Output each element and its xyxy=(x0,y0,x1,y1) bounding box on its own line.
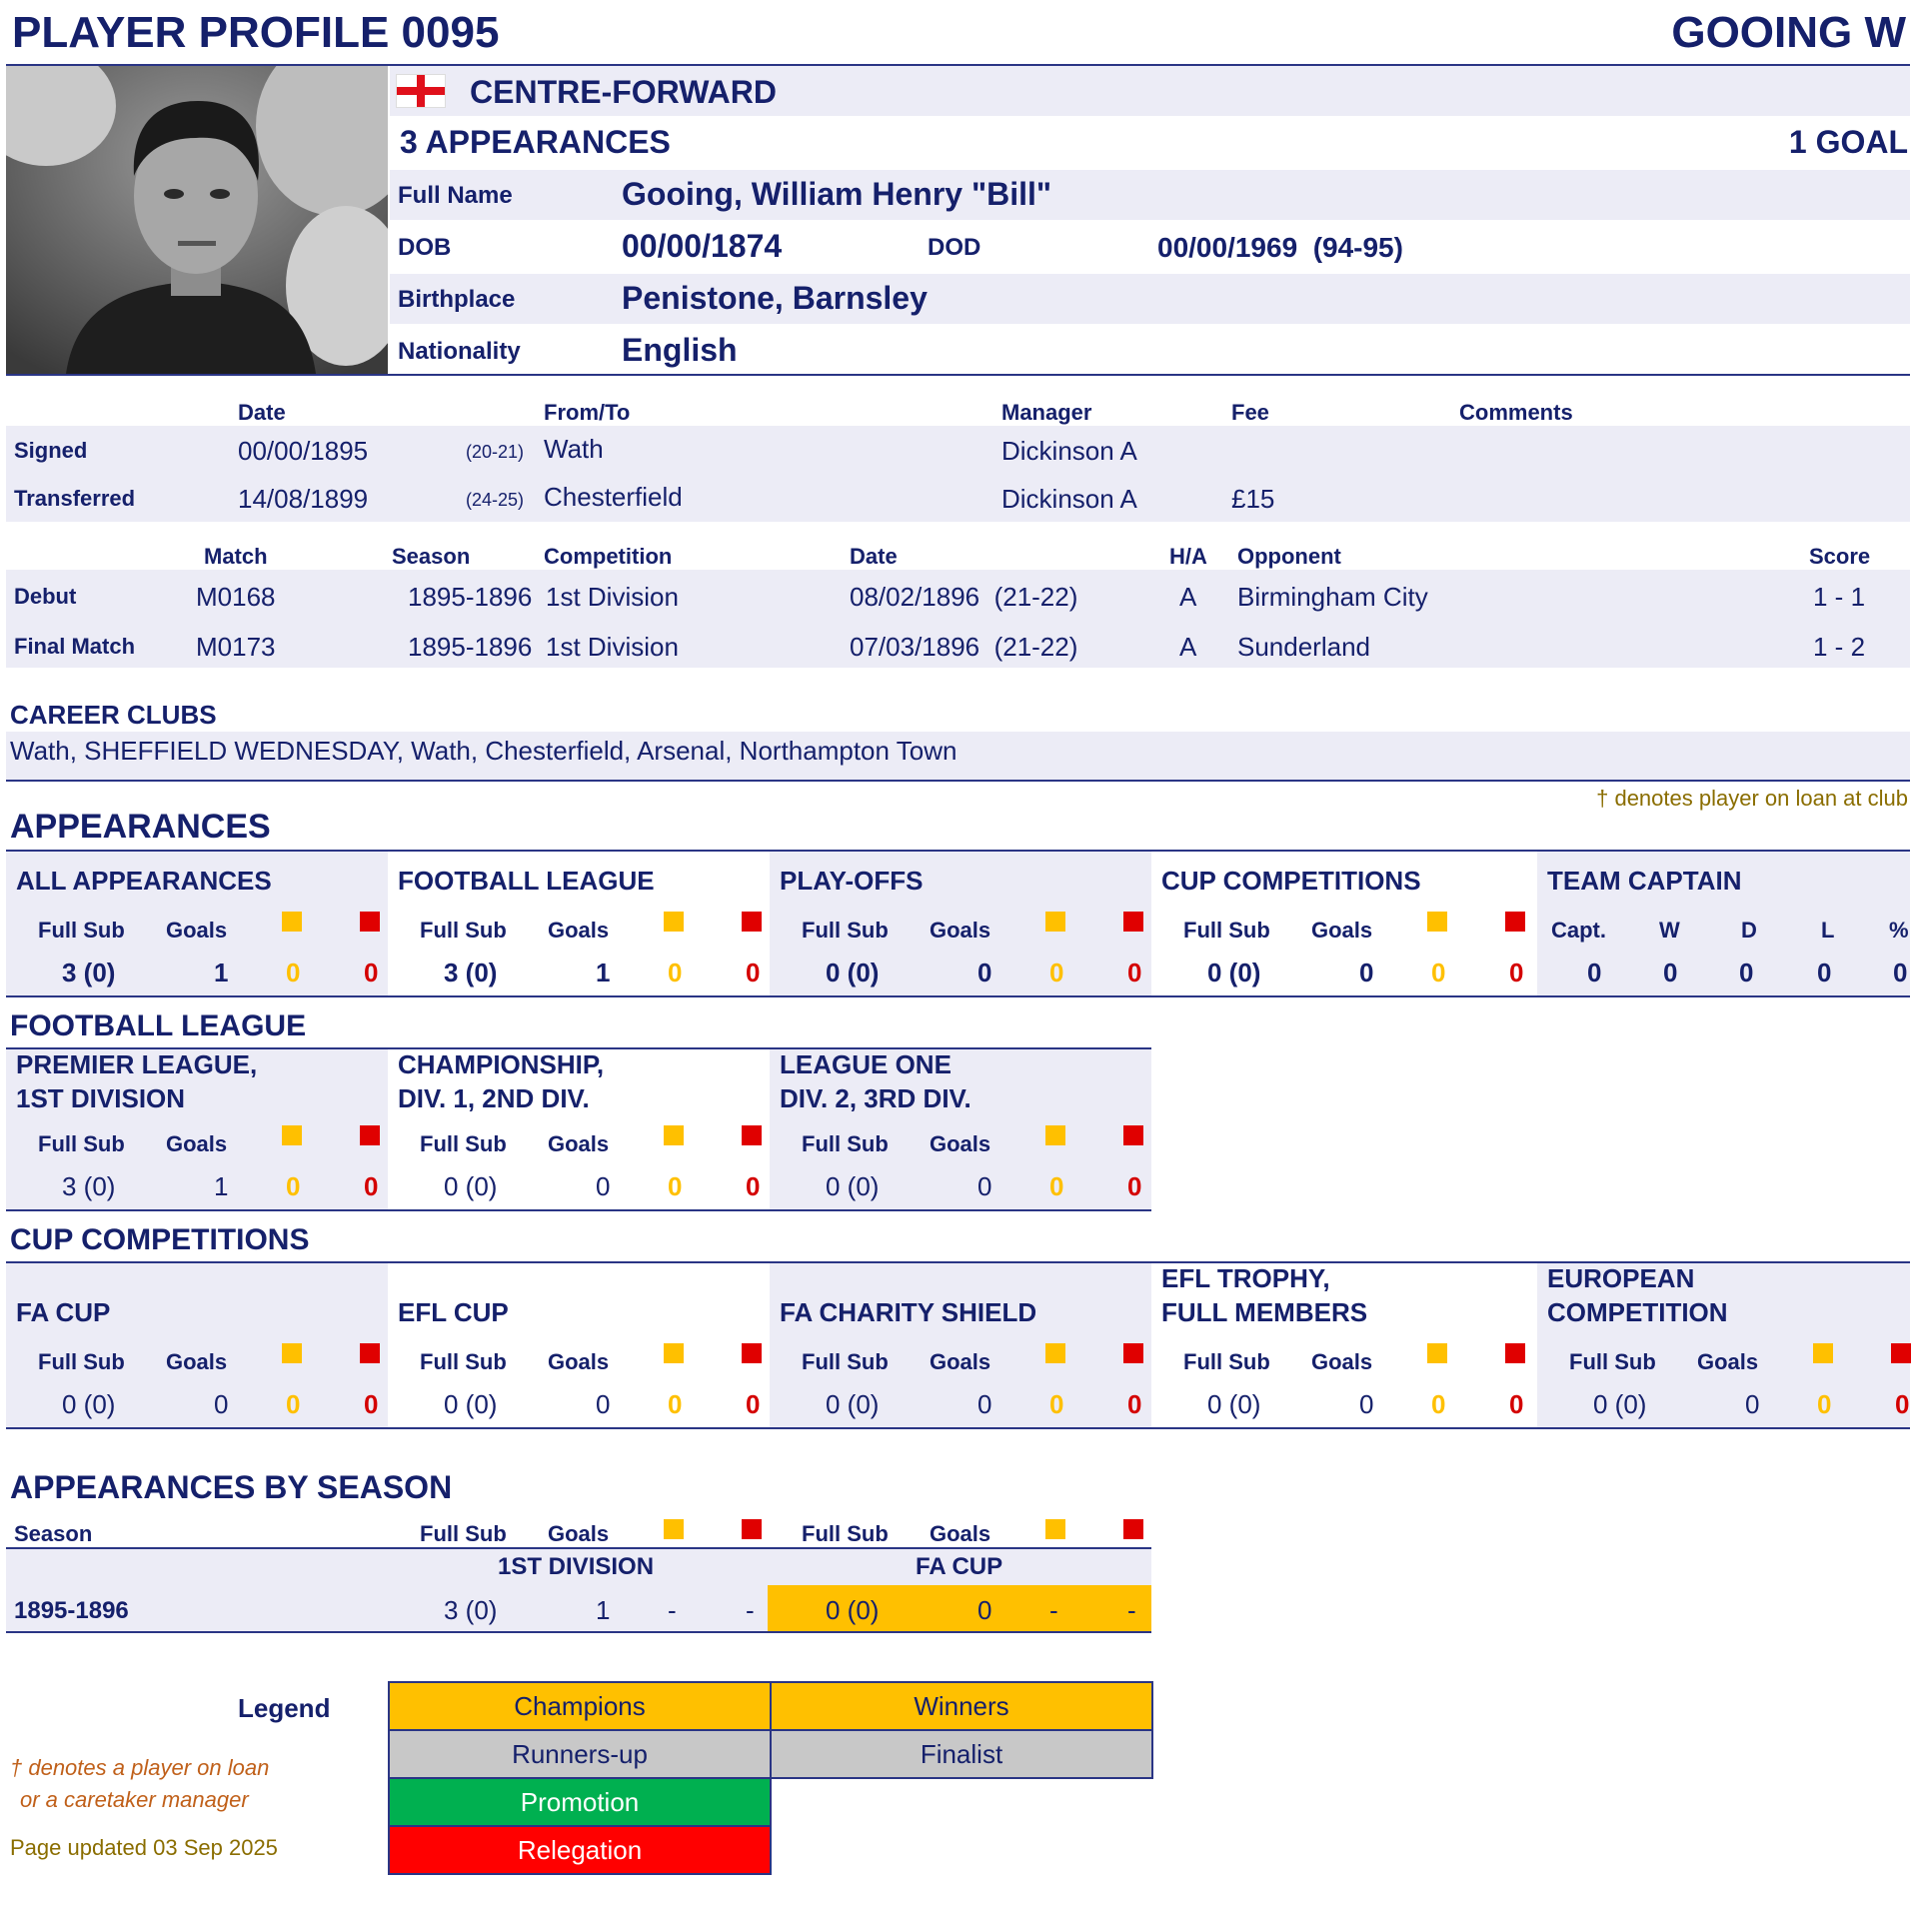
panel-goals: 0 xyxy=(214,1389,229,1419)
stat-panel xyxy=(1151,852,1533,995)
red-card-icon xyxy=(360,1125,380,1145)
transfer-fee: £15 xyxy=(1231,484,1275,514)
panel-header-goals: Goals xyxy=(166,918,228,943)
panel-title-line2: 1ST DIVISION xyxy=(16,1083,186,1113)
red-card-icon xyxy=(1891,1343,1911,1363)
transfer-type: Signed xyxy=(14,438,88,463)
panel-header-goals: Goals xyxy=(930,918,991,943)
player-short-name: GOOING W xyxy=(1671,8,1906,57)
panel-header-full-sub: Full Sub xyxy=(1183,1349,1270,1374)
panel-full-sub: 0 (0) xyxy=(1207,1389,1261,1419)
panel-title-line2: DIV. 1, 2ND DIV. xyxy=(398,1083,590,1113)
transfer-age: (20-21) xyxy=(466,442,525,462)
cup-competitions-bottom-divider xyxy=(6,1427,1910,1429)
panel-header-full-sub: Full Sub xyxy=(1569,1349,1656,1374)
birthplace-label: Birthplace xyxy=(398,286,516,313)
panel-goals: 0 xyxy=(977,1389,992,1419)
panel-red-count: 0 xyxy=(1895,1389,1910,1419)
panel-full-sub: 0 (0) xyxy=(1207,958,1261,987)
season-label: 1895-1896 xyxy=(14,1597,129,1624)
panel-yellow-count: 0 xyxy=(286,1171,301,1201)
matches-header-competition: Competition xyxy=(544,544,673,569)
yellow-card-icon xyxy=(1045,1125,1065,1145)
panel-title-line1: CHAMPIONSHIP, xyxy=(398,1049,605,1079)
match-season: 1895-1896 xyxy=(408,582,533,612)
panel-full-sub: 3 (0) xyxy=(62,958,116,987)
transfers-header-date: Date xyxy=(238,400,286,425)
captain-value-capt: 0 xyxy=(1587,958,1602,987)
match-ha: A xyxy=(1179,582,1197,612)
matches-header-match: Match xyxy=(204,544,268,569)
team-captain-title: TEAM CAPTAIN xyxy=(1547,866,1742,896)
panel-red-count: 0 xyxy=(746,1389,761,1419)
panel-full-sub: 0 (0) xyxy=(826,1389,880,1419)
football-league-bottom-divider xyxy=(6,1209,1151,1211)
match-opponent: Sunderland xyxy=(1237,632,1370,662)
stat-panel xyxy=(770,1263,1151,1427)
panel-full-sub: 0 (0) xyxy=(444,1171,498,1201)
panel-yellow-count: 0 xyxy=(286,958,301,987)
match-score: 1 - 2 xyxy=(1813,632,1866,662)
stat-panel xyxy=(6,1263,388,1427)
red-card-icon xyxy=(742,912,762,932)
panel-goals: 0 xyxy=(1359,1389,1374,1419)
panel-header-full-sub: Full Sub xyxy=(1183,918,1270,943)
panel-goals: 0 xyxy=(596,1171,611,1201)
panel-header-goals: Goals xyxy=(548,1131,610,1156)
panel-yellow-count: 0 xyxy=(1431,958,1446,987)
transfers-header-from-to: From/To xyxy=(544,400,631,425)
nationality-label: Nationality xyxy=(398,338,521,365)
transfer-date: 14/08/1899 xyxy=(238,484,369,514)
season-c1-header-full-sub: Full Sub xyxy=(420,1521,507,1546)
panel-goals: 0 xyxy=(1359,958,1374,987)
career-clubs-list: Wath, SHEFFIELD WEDNESDAY, Wath, Chesterfield, Arsenal, Northampton Town xyxy=(10,736,958,766)
panel-red-count: 0 xyxy=(364,1389,379,1419)
career-divider xyxy=(6,780,1910,782)
stat-panel xyxy=(388,852,770,995)
captain-header-w: W xyxy=(1659,918,1680,943)
season-c2-red: - xyxy=(1127,1595,1136,1625)
panel-goals: 0 xyxy=(596,1389,611,1419)
panel-yellow-count: 0 xyxy=(1049,1171,1064,1201)
panel-full-sub: 3 (0) xyxy=(444,958,498,987)
panel-full-sub: 0 (0) xyxy=(62,1389,116,1419)
stat-panel xyxy=(1151,1263,1533,1427)
match-opponent: Birmingham City xyxy=(1237,582,1428,612)
season-c1-red: - xyxy=(746,1595,755,1625)
transfer-manager: Dickinson A xyxy=(1001,484,1137,514)
appearances-bottom-divider xyxy=(6,995,1910,997)
panel-title-line2: COMPETITION xyxy=(1547,1297,1728,1327)
panel-red-count: 0 xyxy=(364,958,379,987)
appearances-title: APPEARANCES xyxy=(10,808,271,846)
transfer-type: Transferred xyxy=(14,486,136,511)
panel-title: FOOTBALL LEAGUE xyxy=(398,866,655,896)
panel-red-count: 0 xyxy=(1127,1171,1142,1201)
loan-note: † denotes player on loan at club xyxy=(1596,786,1908,811)
transfers-header-comments: Comments xyxy=(1459,400,1573,425)
panel-goals: 1 xyxy=(214,958,229,987)
captain-header-capt: Capt. xyxy=(1551,918,1606,943)
goals-total: 1 GOAL xyxy=(1788,124,1908,160)
captain-value-pct: 0 xyxy=(1893,958,1908,987)
match-type: Final Match xyxy=(14,634,136,659)
matches-header-score: Score xyxy=(1809,544,1871,569)
legend-note-line2: or a caretaker manager xyxy=(20,1787,249,1812)
stat-panel xyxy=(770,852,1151,995)
panel-header-goals: Goals xyxy=(930,1131,991,1156)
panel-red-count: 0 xyxy=(746,1171,761,1201)
panel-title: ALL APPEARANCES xyxy=(16,866,272,896)
yellow-card-icon xyxy=(282,1343,302,1363)
captain-value-d: 0 xyxy=(1739,958,1754,987)
legend-note-line1: † denotes a player on loan xyxy=(10,1755,270,1780)
panel-yellow-count: 0 xyxy=(668,958,683,987)
yellow-card-icon xyxy=(664,1343,684,1363)
panel-full-sub: 0 (0) xyxy=(826,958,880,987)
team-captain-panel xyxy=(1537,852,1910,995)
panel-title-line2: DIV. 2, 3RD DIV. xyxy=(780,1083,971,1113)
transfer-age: (24-25) xyxy=(466,490,525,510)
captain-value-w: 0 xyxy=(1663,958,1678,987)
panel-header-goals: Goals xyxy=(1311,1349,1373,1374)
panel-header-full-sub: Full Sub xyxy=(420,918,507,943)
panel-title-line1: EUROPEAN xyxy=(1547,1263,1695,1293)
transfer-club: Wath xyxy=(544,434,604,464)
panel-yellow-count: 0 xyxy=(286,1389,301,1419)
panel-goals: 0 xyxy=(977,958,992,987)
transfers-header-manager: Manager xyxy=(1001,400,1092,425)
panel-header-full-sub: Full Sub xyxy=(802,1131,889,1156)
season-comp2-title: FA CUP xyxy=(916,1553,1003,1580)
yellow-card-icon xyxy=(664,1125,684,1145)
panel-full-sub: 0 (0) xyxy=(444,1389,498,1419)
match-type: Debut xyxy=(14,584,77,609)
panel-red-count: 0 xyxy=(1127,958,1142,987)
match-id: M0168 xyxy=(196,582,276,612)
stat-panel xyxy=(6,1049,388,1209)
yellow-card-icon xyxy=(664,912,684,932)
dob-value: 00/00/1874 xyxy=(622,228,783,264)
player-photo xyxy=(6,66,388,374)
yellow-card-icon xyxy=(282,912,302,932)
red-card-icon xyxy=(360,1343,380,1363)
panel-red-count: 0 xyxy=(1127,1389,1142,1419)
panel-header-full-sub: Full Sub xyxy=(420,1131,507,1156)
panel-goals: 1 xyxy=(214,1171,229,1201)
red-card-icon xyxy=(742,1519,762,1539)
yellow-card-icon xyxy=(664,1519,684,1539)
panel-goals: 1 xyxy=(596,958,611,987)
legend-title: Legend xyxy=(238,1693,331,1723)
panel-header-goals: Goals xyxy=(548,1349,610,1374)
yellow-card-icon xyxy=(282,1125,302,1145)
matches-header-ha: H/A xyxy=(1169,544,1207,569)
match-score: 1 - 1 xyxy=(1813,582,1866,612)
dod-value: 00/00/1969 (94-95) xyxy=(1157,232,1403,263)
panel-header-full-sub: Full Sub xyxy=(38,1131,125,1156)
panel-yellow-count: 0 xyxy=(1049,1389,1064,1419)
panel-full-sub: 3 (0) xyxy=(62,1171,116,1201)
season-c1-goals: 1 xyxy=(596,1595,611,1625)
captain-value-l: 0 xyxy=(1817,958,1832,987)
season-c2-header-full-sub: Full Sub xyxy=(802,1521,889,1546)
match-competition: 1st Division xyxy=(546,582,679,612)
yellow-card-icon xyxy=(1045,1519,1065,1539)
panel-red-count: 0 xyxy=(1509,958,1524,987)
nationality-value: English xyxy=(622,332,738,368)
red-card-icon xyxy=(1505,1343,1525,1363)
player-position: CENTRE-FORWARD xyxy=(470,74,777,110)
cup-competitions-title: CUP COMPETITIONS xyxy=(10,1223,310,1256)
panel-header-goals: Goals xyxy=(548,918,610,943)
red-card-icon xyxy=(1123,1519,1143,1539)
panel-full-sub: 0 (0) xyxy=(1593,1389,1647,1419)
panel-header-goals: Goals xyxy=(166,1349,228,1374)
panel-title-line1: EFL TROPHY, xyxy=(1161,1263,1330,1293)
yellow-card-icon xyxy=(1427,912,1447,932)
panel-red-count: 0 xyxy=(364,1171,379,1201)
season-c1-yellow: - xyxy=(668,1595,677,1625)
red-card-icon xyxy=(1123,912,1143,932)
panel-header-goals: Goals xyxy=(930,1349,991,1374)
match-ha: A xyxy=(1179,632,1197,662)
stat-panel xyxy=(388,1263,770,1427)
panel-goals: 0 xyxy=(977,1171,992,1201)
transfer-manager: Dickinson A xyxy=(1001,436,1137,466)
profile-divider xyxy=(6,374,1910,376)
season-c2-full-sub: 0 (0) xyxy=(826,1595,880,1625)
season-c1-full-sub: 3 (0) xyxy=(444,1595,498,1625)
season-header: Season xyxy=(14,1521,93,1546)
panel-yellow-count: 0 xyxy=(668,1171,683,1201)
panel-header-goals: Goals xyxy=(1697,1349,1759,1374)
panel-goals: 0 xyxy=(1745,1389,1760,1419)
red-card-icon xyxy=(1123,1125,1143,1145)
panel-header-goals: Goals xyxy=(166,1131,228,1156)
dob-label: DOB xyxy=(398,234,452,261)
panel-header-goals: Goals xyxy=(1311,918,1373,943)
match-date: 08/02/1896 (21-22) xyxy=(850,582,1078,612)
full-name-row xyxy=(390,170,1910,220)
panel-yellow-count: 0 xyxy=(1817,1389,1832,1419)
england-flag-icon xyxy=(396,74,446,108)
red-card-icon xyxy=(1505,912,1525,932)
captain-header-d: D xyxy=(1741,918,1757,943)
red-card-icon xyxy=(742,1343,762,1363)
football-league-title: FOOTBALL LEAGUE xyxy=(10,1009,307,1042)
legend-relegation: Relegation xyxy=(388,1825,772,1875)
yellow-card-icon xyxy=(1045,912,1065,932)
season-c1-header-goals: Goals xyxy=(548,1521,610,1546)
matches-header-season: Season xyxy=(392,544,471,569)
match-competition: 1st Division xyxy=(546,632,679,662)
panel-header-full-sub: Full Sub xyxy=(802,918,889,943)
birthplace-value: Penistone, Barnsley xyxy=(622,280,928,316)
transfer-club: Chesterfield xyxy=(544,482,683,512)
match-id: M0173 xyxy=(196,632,276,662)
panel-red-count: 0 xyxy=(746,958,761,987)
red-card-icon xyxy=(360,912,380,932)
matches-header-date: Date xyxy=(850,544,898,569)
legend-winners: Winners xyxy=(770,1681,1153,1731)
panel-title: CUP COMPETITIONS xyxy=(1161,866,1421,896)
red-card-icon xyxy=(742,1125,762,1145)
captain-header-l: L xyxy=(1821,918,1835,943)
legend-promotion: Promotion xyxy=(388,1777,772,1827)
page-title: PLAYER PROFILE 0095 xyxy=(12,8,500,57)
panel-title: PLAY-OFFS xyxy=(780,866,924,896)
panel-title-line1: LEAGUE ONE xyxy=(780,1049,952,1079)
match-date: 07/03/1896 (21-22) xyxy=(850,632,1078,662)
panel-yellow-count: 0 xyxy=(1049,958,1064,987)
panel-title-line2: FA CUP xyxy=(16,1297,111,1327)
stat-panel xyxy=(6,852,388,995)
dod-label: DOD xyxy=(928,234,981,261)
season-comp1-title: 1ST DIVISION xyxy=(498,1553,655,1580)
red-card-icon xyxy=(1123,1343,1143,1363)
captain-header-pct: % xyxy=(1889,918,1909,943)
season-c2-yellow: - xyxy=(1049,1595,1058,1625)
panel-red-count: 0 xyxy=(1509,1389,1524,1419)
by-season-title: APPEARANCES BY SEASON xyxy=(10,1469,453,1505)
appearances-total: 3 APPEARANCES xyxy=(400,124,671,160)
page-updated: Page updated 03 Sep 2025 xyxy=(10,1835,278,1860)
birthplace-row xyxy=(390,274,1910,324)
panel-header-full-sub: Full Sub xyxy=(802,1349,889,1374)
match-season: 1895-1896 xyxy=(408,632,533,662)
transfer-date: 00/00/1895 xyxy=(238,436,369,466)
panel-header-full-sub: Full Sub xyxy=(38,918,125,943)
panel-title-line1: PREMIER LEAGUE, xyxy=(16,1049,258,1079)
panel-header-full-sub: Full Sub xyxy=(420,1349,507,1374)
panel-yellow-count: 0 xyxy=(1431,1389,1446,1419)
legend-finalist: Finalist xyxy=(770,1729,1153,1779)
season-c2-header-goals: Goals xyxy=(930,1521,991,1546)
panel-header-full-sub: Full Sub xyxy=(38,1349,125,1374)
transfers-header-fee: Fee xyxy=(1231,400,1269,425)
season-c2-goals: 0 xyxy=(977,1595,992,1625)
full-name-label: Full Name xyxy=(398,182,513,209)
yellow-card-icon xyxy=(1045,1343,1065,1363)
panel-title-line2: FULL MEMBERS xyxy=(1161,1297,1368,1327)
yellow-card-icon xyxy=(1813,1343,1833,1363)
stat-panel xyxy=(770,1049,1151,1209)
stat-panel xyxy=(388,1049,770,1209)
career-clubs-title: CAREER CLUBS xyxy=(10,700,217,730)
stat-panel xyxy=(1537,1263,1910,1427)
season-bottom-divider xyxy=(6,1631,1151,1633)
legend-champions: Champions xyxy=(388,1681,772,1731)
yellow-card-icon xyxy=(1427,1343,1447,1363)
panel-title-line2: FA CHARITY SHIELD xyxy=(780,1297,1037,1327)
matches-header-opponent: Opponent xyxy=(1237,544,1341,569)
panel-yellow-count: 0 xyxy=(668,1389,683,1419)
panel-title-line2: EFL CUP xyxy=(398,1297,509,1327)
full-name-value: Gooing, William Henry "Bill" xyxy=(622,176,1052,212)
panel-full-sub: 0 (0) xyxy=(826,1171,880,1201)
legend-runners-up: Runners-up xyxy=(388,1729,772,1779)
